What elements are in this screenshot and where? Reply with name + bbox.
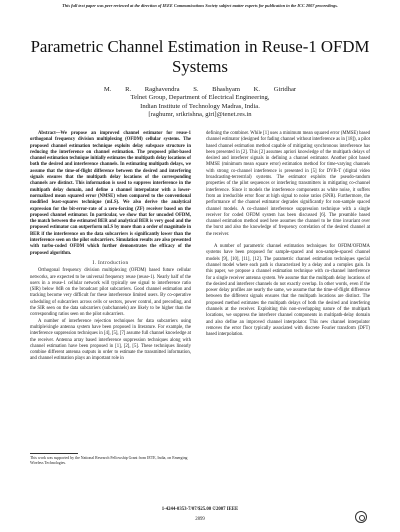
isbn-line: 1-4244-0353-7/07/$25.00 ©2007 IEEE xyxy=(161,507,239,512)
author-name: K. Giridhar xyxy=(253,86,297,93)
footnote: This work was supported by the National Research Fellowship Grant from IETE, India, on Emerging Wireless Technologies. xyxy=(30,456,188,466)
body-paragraph: defining the combiner. While [1] uses a minimum mean squared error (MMSE) based channel estimator (designed for fading channel without interference as in [18]), a pilot based channel estimation method capable of mitigating synchronous interference has been presented in [2]. This [2] assumes apriori knowledge of the multipath delays of desired and interferer signals in defining a channel estimator. Another pilot based MMSE (minimum mean square error) estimation method for time-varying channels with strong co-channel interference is presented in [5] for DVB-T (digital video broadcasting-terrestrial) systems. The estimator exploits the pseudo-random properties of the pilot sequences or interfering transmitters in mitigating co-channel interference. Since it models the interference components as white noise, it suffers from an irreducible error floor at high signal to noise ratios (SNR). Furthermore, the performance of the channel estimator degrades significantly for non-sample spaced channel models. A co-channel interference suppression technique with a single receiver for coded OFDM system has been discussed [6]. The preamble based channel estimation method used here assumes the channel to be time invariant over the burst and also the knowledge of frequency correlation of the desired channel at the receiver. xyxy=(206,131,370,237)
author-names xyxy=(20,86,380,94)
right-column xyxy=(206,131,370,339)
page-number: 2899 xyxy=(195,517,205,522)
body-paragraph: Orthogonal frequency division multiplexing (OFDM) based future cellular networks, are expected to be universal frequency reuse (reuse-1). Nearly half of the users in a reuse-1 cellular network will typically see signal to interference ratio (SIR) below 0dB on the broadcast pilot subcarriers. Good channel estimation and tracking become very difficult for these interference limited users. By co-operative scheduling of subcarriers across cells or sectors, power control, and precoding, and the SIR seen on the data subcarriers (subchannels) are likely to be higher than the corresponding ratios seen on the pilot subcarriers. xyxy=(30,268,191,318)
abstract: Abstract—We propose an improved channel estimator for reuse-1 orthogonal frequency division multiplexing (OFDM) cellular systems. The proposed channel estimation technique exploits delay subspace structure in reducing the interference on channel estimation. The proposed pilot-based channel estimation technique initially estimates the multipath delay locations of both the desired and interference channels. In estimating multipath delays, we assume that the time-of-flight difference between the desired and interfering signals ensures that the multipath delay locations of the corresponding channels are distinct. This information is used to suppress interference in the multipath delay domain, and define a channel interpolator with a lower-normalized mean squared error (NMSE) when compared to the conventional modified least-squares technique (mLS). We also derive the analytical expression for the bit-error-rate of a zero-forcing (ZF) receiver based on the proposed channel estimator. In particular, we show that for uncoded OFDM, the match between the estimated BER and analytical BER is very good and the proposed estimator can outperform mLS by more than a order of magnitude in BER if the interference on the data subcarriers is significantly lower than the interference seen on the pilot subcarriers. Simulation results are also presented with turbo-coded OFDM which further demonstrates the efficacy of the proposed algorithm. xyxy=(30,131,191,256)
ieee-logo-icon xyxy=(355,511,367,523)
author-block xyxy=(20,86,380,119)
author-name: S. Bhashyam xyxy=(193,86,241,93)
affiliation-line: Telnet Group, Department of Electrical Engineering, xyxy=(130,94,270,102)
affiliation-line: Indian Institute of Technology Madras, India. xyxy=(140,102,260,110)
body-paragraph: A number of parametric channel estimation techniques for OFDM/OFDMA systems have been proposed for sample-spaced and non-sample-spaced channel models [9], [10], [11], [12]. The parametric channel estimation techniques special channel model where each path is characterized by a delay and a complex gain. In this paper, we propose a channel estimation technique with co-channel interference for a single receiver antenna system. We assume that the multipath delay locations of the desired and interferer channels do not exactly overlap. In other words, even if the power delay profiles are nearly the same, we assume that the time-of-flight difference between the different signals ensures that the multipath locations are distinct. The proposed method estimates the multipath delays of both the desired and interfering channels at the receiver. Exploiting this non-overlapping nature of the multipath locations, we suppress the interferer channel components in multipath-delay domain and also define an improved channel interpolator. This new channel interpolator removes the error floor typically associated with discrete Fourier transform (DFT) based interpolation. xyxy=(206,244,370,338)
author-name: M. R. Raghavendra xyxy=(103,86,180,93)
footnote-rule xyxy=(30,453,78,454)
body-paragraph: A number of interference rejection techniques for data subcarriers using multiple/single antenna system have been proposed in literature. For example, the interference suppression techniques in [4], [5], [7] assume full channel knowledge at the receiver. Antenna array based interference suppression techniques along with channel estimation have been proposed in [1], [2], [5]. These techniques linearly combine different antenna outputs in order to estimate the transmitted information, and channel estimation plays an important role in xyxy=(30,318,191,362)
paper-title: Parametric Channel Estimation in Reuse-1 OFDM Systems xyxy=(30,37,370,76)
section-heading: I. Introduction xyxy=(92,259,129,266)
left-column xyxy=(30,131,191,363)
header-note: This full text paper was peer reviewed at the direction of IEEE Communications Society subject matter experts for publication in the ICC 2007 proceedings. xyxy=(62,3,338,8)
author-emails: [raghumr, srikrishna, giri]@tenet.res.in xyxy=(148,110,252,118)
